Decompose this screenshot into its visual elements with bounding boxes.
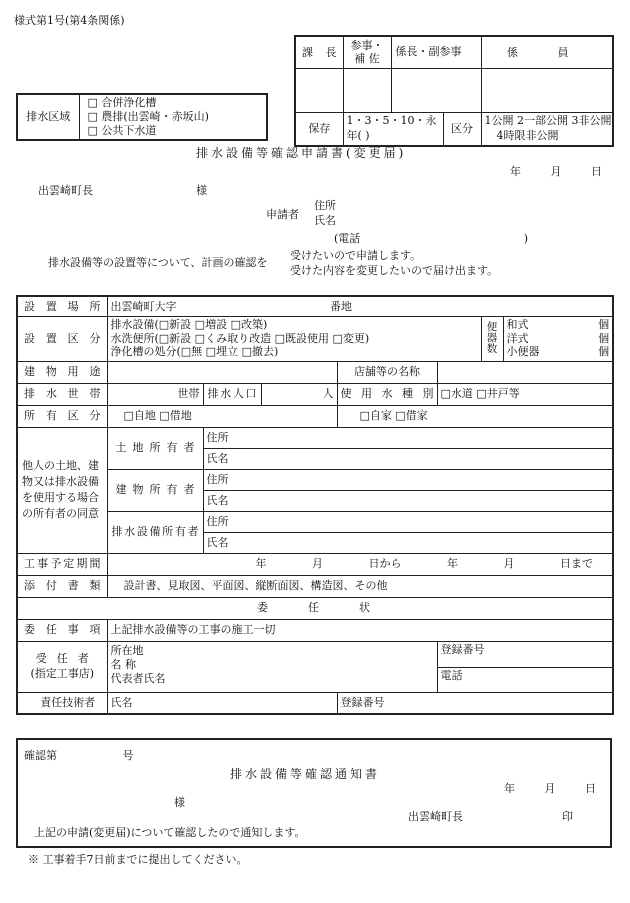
agent-label-sub: (指定工事店) xyxy=(30,666,95,680)
drainage-option-kokyo[interactable]: □ 公共下水道 xyxy=(87,124,157,138)
header-kakaricho: 係長・副参事 xyxy=(391,36,481,68)
agent-registration-number[interactable]: 登録番号 xyxy=(437,641,613,667)
header-kakariin: 係 員 xyxy=(481,36,613,68)
applicant-phone[interactable]: (電話 ) xyxy=(334,232,529,245)
applicant-address[interactable]: 住所 xyxy=(314,199,336,212)
households-field[interactable]: 世帯 xyxy=(107,383,203,405)
agent-name: 名 称 xyxy=(110,657,136,671)
notice-date[interactable]: 年 月 日 xyxy=(504,782,596,795)
division-line-1: 1公開 2一部公開 3非公開 xyxy=(484,114,612,128)
category-drainage: 排水設備(□新設 □増設 □改築) xyxy=(110,317,268,331)
stamp-slot-3[interactable] xyxy=(391,68,481,112)
division-line-2: 4時限非公開 xyxy=(496,128,559,142)
land-owner-name[interactable]: 氏名 xyxy=(203,448,613,469)
agent-address: 所在地 xyxy=(110,643,144,657)
approval-table xyxy=(294,35,614,147)
drainage-option-nohai[interactable]: □ 農排(出雲崎・赤坂山) xyxy=(87,109,209,123)
mandate-item-label: 委任事項 xyxy=(17,619,107,641)
building-owner-name[interactable]: 氏名 xyxy=(203,490,613,511)
construction-period-field[interactable]: 年 月 日から 年 月 日まで xyxy=(107,553,613,575)
mandate-title: 委任状 xyxy=(17,597,613,619)
drainage-option-gappei[interactable]: □ 合併浄化槽 xyxy=(87,95,157,109)
consent-label: 他人の土地、建物又は排水設備を使用する場合の所有者の同意 xyxy=(17,427,107,553)
toilet-count-label: 便器数 xyxy=(481,316,503,361)
toilet-urinal: 小便器 個 xyxy=(506,345,610,359)
ownership-land-field[interactable]: □自地 □借地 xyxy=(107,405,337,427)
technician-label: 責任技術者 xyxy=(17,692,107,714)
request-option-apply[interactable]: 受けたいので申請します。 xyxy=(290,249,422,262)
category-toilet: 水洗便所(□新設 □くみ取り改造 □既設使用 □変更) xyxy=(110,331,370,345)
equipment-owner-address[interactable]: 住所 xyxy=(203,511,613,532)
drainage-area-label: 排水区域 xyxy=(17,94,79,140)
agent-field[interactable] xyxy=(107,641,437,692)
notice-mayor: 出雲崎町長 xyxy=(408,810,463,823)
agent-phone[interactable]: 電話 xyxy=(437,667,613,692)
location-label: 設置場所 xyxy=(17,296,107,316)
location-banchi: 番地 xyxy=(330,299,352,313)
building-use-label: 建物用途 xyxy=(17,361,107,383)
form-number: 様式第1号(第4条関係) xyxy=(14,14,125,27)
ownership-label: 所有区分 xyxy=(17,405,107,427)
agent-label-main: 受任者 xyxy=(35,652,99,666)
water-type-label: 使用水種別 xyxy=(337,383,437,405)
notice-title: 排水設備等確認通知書 xyxy=(230,767,381,781)
building-owner-address[interactable]: 住所 xyxy=(203,469,613,490)
agent-label xyxy=(17,641,107,692)
store-name-field[interactable] xyxy=(437,361,613,383)
drainage-area-table xyxy=(16,93,268,141)
applicant-name[interactable]: 氏名 xyxy=(314,214,336,227)
footnote: ※ 工事着手7日前までに提出してください。 xyxy=(28,853,248,866)
header-kacho: 課 長 xyxy=(295,36,343,68)
technician-registration-number[interactable]: 登録番号 xyxy=(337,692,613,714)
water-type-field[interactable]: □水道 □井戸等 xyxy=(437,383,613,405)
notice-number[interactable]: 確認第 号 xyxy=(24,749,134,762)
main-application-table xyxy=(16,295,614,715)
construction-period-label: 工事予定期間 xyxy=(17,553,107,575)
toilet-count-field[interactable] xyxy=(503,316,613,361)
form-title: 排水設備等確認申請書(変更届) xyxy=(196,146,407,160)
applicant-label: 申請者 xyxy=(266,208,299,221)
stamp-slot-1[interactable] xyxy=(295,68,343,112)
storage-value[interactable]: 1・3・5・10・永年( ) xyxy=(343,112,443,146)
confirmation-notice xyxy=(16,738,612,848)
category-label: 設置区分 xyxy=(17,316,107,361)
toilet-washiki: 和式 個 xyxy=(506,317,610,331)
application-date[interactable]: 年 月 日 xyxy=(510,165,602,178)
land-owner-address[interactable]: 住所 xyxy=(203,427,613,448)
agent-representative: 代表者氏名 xyxy=(110,672,166,686)
request-option-change[interactable]: 受けた内容を変更したいので届け出ます。 xyxy=(290,264,499,277)
header-sanji: 参事・補 佐 xyxy=(343,36,391,68)
equipment-owner-label: 排水設備所有者 xyxy=(107,511,203,553)
ownership-building-field[interactable]: □自家 □借家 xyxy=(337,405,613,427)
building-owner-label: 建物所有者 xyxy=(107,469,203,511)
notice-body: 上記の申請(変更届)について確認したので通知します。 xyxy=(34,826,306,839)
technician-name[interactable]: 氏名 xyxy=(107,692,337,714)
building-use-field[interactable] xyxy=(107,361,337,383)
equipment-owner-name[interactable]: 氏名 xyxy=(203,532,613,553)
stamp-slot-2[interactable] xyxy=(343,68,391,112)
category-septic: 浄化槽の処分(□無 □埋立 □撤去) xyxy=(110,345,279,359)
population-label: 排水人口 xyxy=(203,383,261,405)
households-label: 排水世帯 xyxy=(17,383,107,405)
division-value[interactable] xyxy=(481,112,613,146)
category-field[interactable] xyxy=(107,316,481,361)
location-field[interactable] xyxy=(107,296,613,316)
request-lead: 排水設備等の設置等について、計画の確認を xyxy=(48,256,268,269)
storage-label: 保存 xyxy=(295,112,343,146)
seal-mark: 印 xyxy=(562,810,573,823)
notice-honorific: 様 xyxy=(174,796,185,809)
toilet-yoshiki: 洋式 個 xyxy=(506,331,610,345)
location-value: 出雲崎町大字 xyxy=(110,299,177,313)
addressee-honorific: 様 xyxy=(196,184,207,197)
land-owner-label: 土地所有者 xyxy=(107,427,203,469)
addressee: 出雲崎町長 xyxy=(38,184,93,197)
population-field[interactable]: 人 xyxy=(261,383,337,405)
stamp-slot-4[interactable] xyxy=(481,68,613,112)
division-label: 区分 xyxy=(443,112,481,146)
store-name-label: 店舗等の名称 xyxy=(337,361,437,383)
mandate-item-value: 上記排水設備等の工事の施工一切 xyxy=(107,619,613,641)
attachments-label: 添付書類 xyxy=(17,575,107,597)
attachments-value: 設計書、見取図、平面図、縦断面図、構造図、その他 xyxy=(107,575,613,597)
